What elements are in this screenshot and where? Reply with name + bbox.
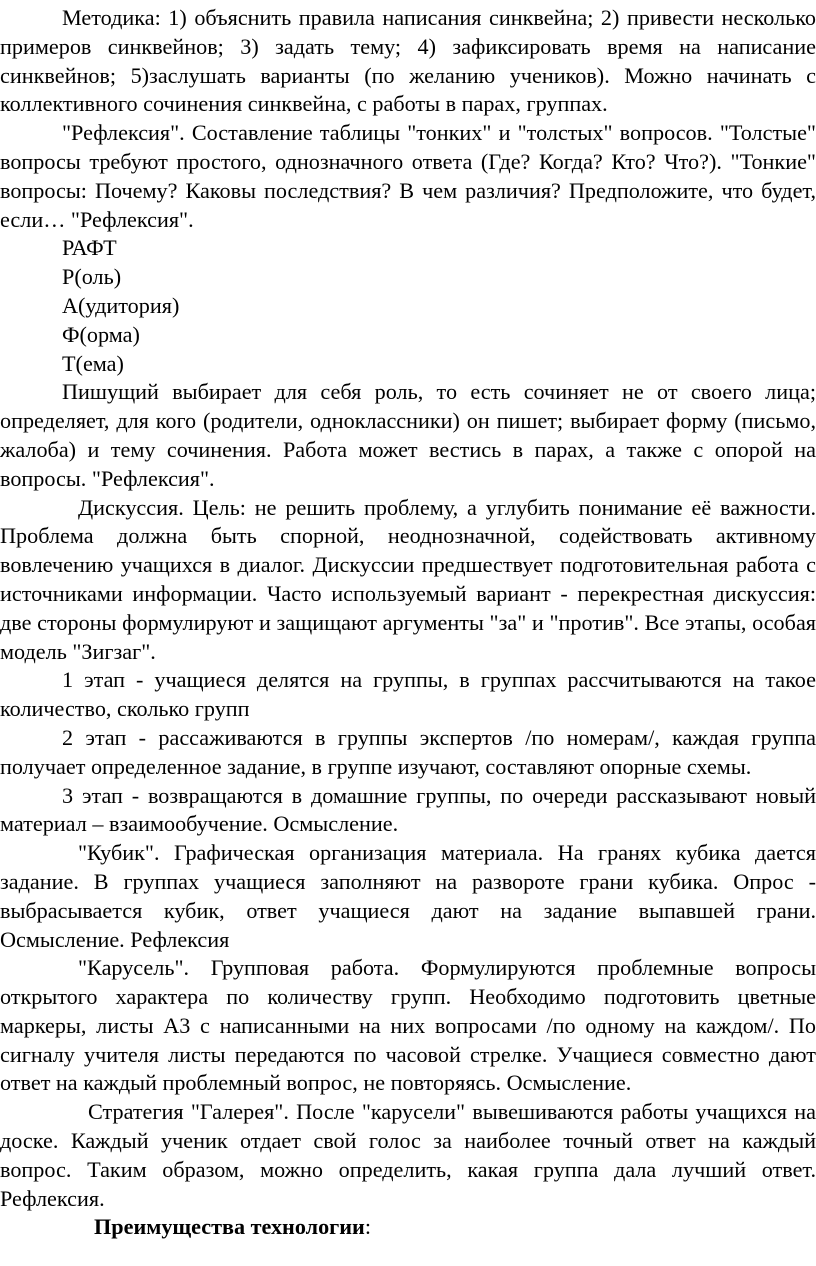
raft-item-form: Ф(орма) — [62, 321, 140, 347]
paragraph-methodika: Методика: 1) объяснить правила написания синквейна; 2) привести несколько примеров синквейнов; 3) задать тему; 4) зафиксировать время на написание синквейнов; 5)заслушать варианты (по желанию учеников). Можно начинать с коллективного сочинения синквейна, с работы в парах, группах. — [0, 5, 816, 117]
raft-item-role: Р(оль) — [62, 264, 122, 290]
advantages-heading: Преимущества технологии — [94, 1214, 365, 1240]
paragraph-karusel: "Карусель". Групповая работа. Формулируются проблемные вопросы открытого характера по количеству групп. Необходимо подготовить цветные маркеры, листы А3 с написанными на них вопросами /по одному на каждом/. По сигналу учителя листы передаются по часовой стрелке. Учащиеся совместно дают ответ на каждый проблемный вопрос, не повторяясь. Осмысление. — [0, 955, 816, 1096]
advantages-line — [0, 1213, 816, 1242]
raft-list — [0, 234, 816, 378]
paragraph-stage2: 2 этап - рассаживаются в группы экспертов /по номерам/, каждая группа получает определенное задание, в группе изучают, составляют опорные схемы. — [0, 724, 816, 779]
raft-item-audience: А(удитория) — [62, 292, 180, 318]
paragraph-kubik: "Кубик". Графическая организация материала. На гранях кубика дается задание. В группах учащиеся заполняют на развороте грани кубика. Опрос - выбрасывается кубик, ответ учащиеся дают на задание выпавшей грани. Осмысление. Рефлексия — [0, 840, 816, 952]
paragraph-writer-role: Пишущий выбирает для себя роль, то есть сочиняет не от своего лица; определяет, для кого (родители, одноклассники) он пишет; выбирает форму (письмо, жалоба) и тему сочинения. Работа может вестись в парах, а также с опорой на вопросы. "Рефлексия". — [0, 379, 816, 491]
paragraph-stage1: 1 этап - учащиеся делятся на группы, в группах рассчитываются на такое количество, сколько групп — [0, 667, 816, 722]
paragraph-reflexia-table: "Рефлексия". Составление таблицы "тонких" и "толстых" вопросов. "Толстые" вопросы требуют простого, однозначного ответа (Где? Когда? Кто? Что?). "Тонкие" вопросы: Почему? Каковы последствия? В чем различия? Предположите, что будет, если… "Рефлексия". — [0, 120, 816, 232]
advantages-colon: : — [364, 1214, 371, 1240]
paragraph-galereya: Стратегия "Галерея". После "карусели" вывешиваются работы учащихся на доске. Каждый ученик отдает свой голос за наиболее точный ответ на каждый вопрос. Таким образом, можно определить, какая группа дала лучший ответ. Рефлексия. — [0, 1099, 816, 1211]
paragraph-discussion: Дискуссия. Цель: не решить проблему, а углубить понимание её важности. Проблема должна быть спорной, неоднозначной, содействовать активному вовлечению учащихся в диалог. Дискуссии предшествует подготовительная работа с источниками информации. Часто используемый вариант - перекрестная дискуссия: две стороны формулируют и защищают аргументы "за" и "против". Все этапы, особая модель "Зигзаг". — [0, 494, 816, 664]
raft-title: РАФТ — [62, 235, 117, 261]
paragraph-stage3: 3 этап - возвращаются в домашние группы, по очереди рассказывают новый материал – взаимообучение. Осмысление. — [0, 782, 816, 837]
raft-item-theme: Т(ема) — [62, 350, 124, 376]
